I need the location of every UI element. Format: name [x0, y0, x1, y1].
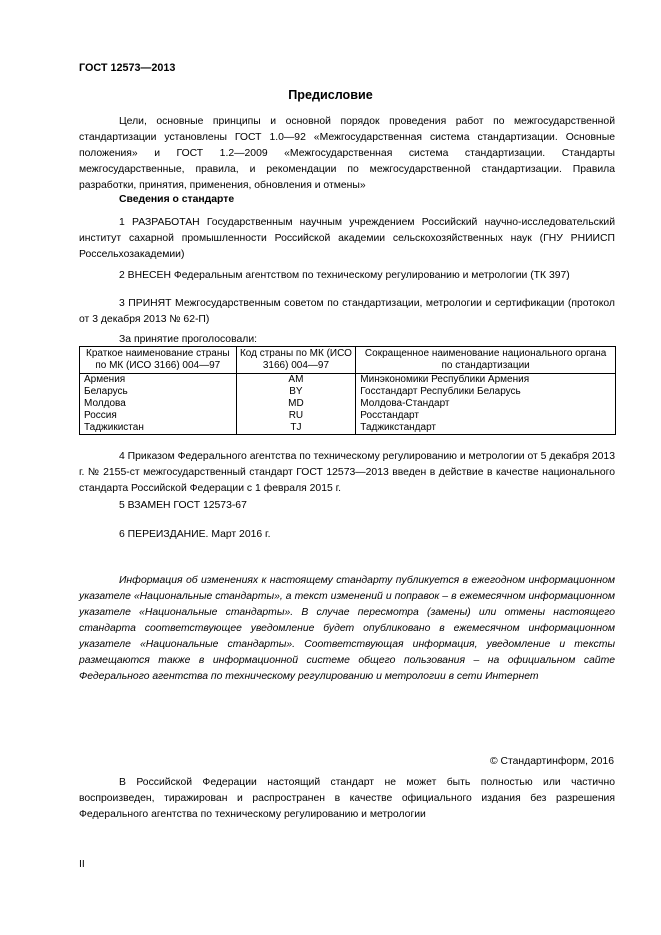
standards-body: Росстандарт — [356, 410, 616, 422]
copyright: © Стандартинформ, 2016 — [489, 756, 614, 767]
item-reissue: 6 ПЕРЕИЗДАНИЕ. Март 2016 г. — [119, 529, 271, 540]
standards-body: Госстандарт Республики Беларусь — [356, 386, 616, 398]
vote-table — [79, 346, 616, 435]
country-code: BY — [236, 386, 356, 398]
table-row — [80, 410, 616, 422]
change-notice: Информация об изменениях к настоящему стандарту публикуется в ежегодном информационном указателе «Национальные стандарты», а текст изменений и поправок – в ежемесячном информационном указателе «Национальные стандарты». В случае пересмотра (замены) или отмены настоящего стандарта соответствующее уведомление будет опубликовано в ежемесячном информационном указателе «Национальные стандарты». Соответствующая информация, уведомление и тексты размещаются также в информационной системе общего пользования – на официальном сайте Федерального агентства по техническому регулированию и метрологии в сети Интернет — [79, 575, 615, 682]
legal-notice: В Российской Федерации настоящий стандарт не может быть полностью или частично воспроизведен, тиражирован и распространен в качестве официального издания без разрешения Федерального агентства по техническому регулированию и метрологии — [79, 777, 615, 820]
item-adopted: 3 ПРИНЯТ Межгосударственным советом по стандартизации, метрологии и сертификации (протокол от 3 декабря 2013 № 62-П) — [79, 298, 615, 325]
country-name: Россия — [80, 410, 237, 422]
table-header-row — [80, 347, 616, 374]
page-number: II — [79, 859, 85, 870]
table-row — [80, 386, 616, 398]
page-title: Предисловие — [288, 88, 373, 102]
table-row — [80, 374, 616, 387]
item-introduced: 2 ВНЕСЕН Федеральным агентством по техническому регулированию и метрологии (ТК 397) — [119, 270, 570, 281]
standards-body: Минэкономики Республики Армения — [356, 374, 616, 387]
table-row — [80, 422, 616, 435]
standards-body: Молдова-Стандарт — [356, 398, 616, 410]
info-heading: Сведения о стандарте — [119, 194, 235, 205]
voted-label: За принятие проголосовали: — [119, 334, 258, 345]
intro-paragraph: Цели, основные принципы и основной порядок проведения работ по межгосударственной стандартизации установлены ГОСТ 1.0—92 «Межгосударственная система стандартизации. Основные положения» и ГОСТ 1.2—2009 «Межгосударственная система стандартизации. Стандарты межгосударственные, правила, и рекомендации по межгосударственной стандартизации. Правила разработки, принятия, применения, обновления и отмены» — [79, 116, 615, 191]
country-code: RU — [236, 410, 356, 422]
country-code: TJ — [236, 422, 356, 435]
item-replaces: 5 ВЗАМЕН ГОСТ 12573-67 — [119, 500, 247, 511]
country-name: Беларусь — [80, 386, 237, 398]
standard-code: ГОСТ 12573—2013 — [79, 62, 176, 74]
header-standards-body: Сокращенное наименование национального органа по стандартизации — [356, 347, 616, 374]
header-country-code: Код страны по МК (ИСО 3166) 004—97 — [236, 347, 356, 374]
country-code: MD — [236, 398, 356, 410]
country-name: Молдова — [80, 398, 237, 410]
header-country-name: Краткое наименование страны по МК (ИСО 3166) 004—97 — [80, 347, 237, 374]
country-name: Армения — [80, 374, 237, 387]
item-enacted: 4 Приказом Федерального агентства по техническому регулированию и метрологии от 5 декабря 2013 г. № 2155-ст межгосударственный стандарт ГОСТ 12573—2013 введен в действие в качестве национального стандарта Российской Федерации с 1 февраля 2015 г. — [79, 451, 615, 494]
country-name: Таджикистан — [80, 422, 237, 435]
table-row — [80, 398, 616, 410]
item-developed: 1 РАЗРАБОТАН Государственным научным учреждением Российский научно-исследовательский институт сахарной промышленности Российской академии сельскохозяйственных наук (ГНУ РНИИСП Россельхозакадемии) — [79, 217, 615, 260]
standards-body: Таджикстандарт — [356, 422, 616, 435]
country-code: AM — [236, 374, 356, 387]
